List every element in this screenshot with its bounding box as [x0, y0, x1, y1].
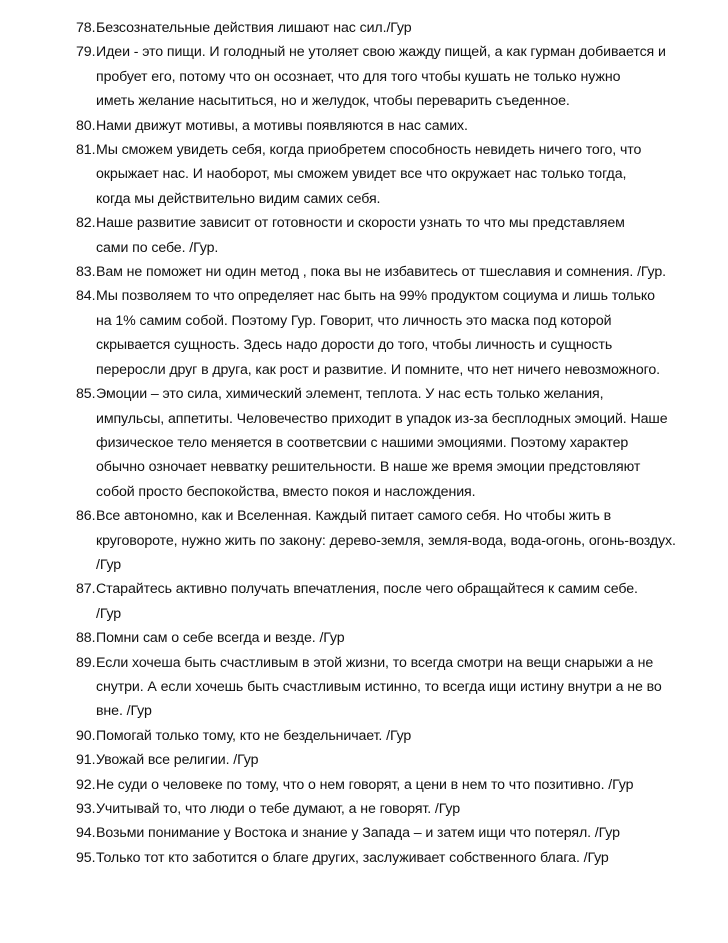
item-text — [96, 846, 708, 870]
list-item — [76, 626, 708, 650]
item-text-line: Помни сам о себе всегда и везде. /Гур — [96, 630, 345, 647]
item-text-line: на 1% самим собой. Поэтому Гур. Говорит, что личность это маска под которой — [96, 312, 612, 329]
list-item — [76, 651, 708, 724]
item-text-line: Помогай только тому, кто не бездельничает. /Гур — [96, 727, 412, 744]
item-text-line: Наше развитие зависит от готовности и скорости узнать то что мы представляем — [96, 215, 625, 232]
item-text-line: обычно озночает невватку решительности. В наше же время эмоции предстовляют — [96, 459, 641, 476]
item-text-line: собой просто беспокойства, вместо покоя и наслождения. — [96, 483, 476, 500]
list-item — [76, 797, 708, 821]
item-text — [96, 651, 708, 724]
item-text — [96, 821, 708, 845]
item-text — [96, 211, 708, 260]
item-number: 93. — [76, 801, 96, 817]
item-text-line: снутри. А если хочешь быть счастливым истинно, то всегда ищи истину внутри а не во — [96, 678, 662, 695]
item-number: 92. — [76, 776, 96, 793]
item-number: 91. — [76, 752, 96, 769]
item-number: 95. — [76, 849, 96, 866]
item-number: 81. — [76, 142, 96, 159]
item-text-line: Все автономно, как и Вселенная. Каждый питает самого себя. Но чтобы жить в — [96, 508, 612, 525]
item-text-line: когда мы действительно видим самих себя. — [96, 190, 381, 207]
item-text-line: физическое тело меняется в соответсвии с нашими эмоциями. Поэтому характер — [96, 434, 629, 451]
item-text — [96, 138, 708, 211]
list-item — [76, 138, 708, 211]
item-text-line: окрыжает нас. И наоборот, мы сможем увидет все что окружает нас только тогда, — [96, 166, 627, 183]
item-number: 80. — [76, 117, 96, 134]
list-item — [76, 724, 708, 748]
list-item — [76, 382, 708, 504]
item-number: 79. — [76, 44, 96, 61]
item-text — [96, 382, 708, 504]
item-number: 84. — [76, 288, 96, 305]
item-text-line: Если хочеша быть счастливым в этой жизни, то всегда смотри на вещи снарыжи а не — [96, 654, 654, 671]
item-text-line: Безсознательные действия лишают нас сил./Гур — [96, 20, 412, 36]
item-text-line: Только тот кто заботится о благе других, заслуживает собственного блага. /Гур — [96, 849, 609, 866]
item-number: 86. — [76, 508, 96, 525]
item-text-line: круговороте, нужно жить по закону: дерево-земля, земля-вода, вода-огонь, огонь-воздух. — [96, 532, 676, 549]
item-text-line: Вам не поможет ни один метод , пока вы не избавитесь от тшеславия и сомнения. /Гур. — [96, 264, 667, 281]
item-text-line: Учитывай то, что люди о тебе думают, а не говорят. /Гур — [96, 801, 461, 817]
item-text-line: Старайтесь активно получать впечатления, после чего обращайтеся к самим себе. — [96, 581, 638, 598]
item-text — [96, 284, 708, 382]
numbered-list — [76, 16, 708, 870]
list-item — [76, 114, 708, 138]
item-text — [96, 16, 708, 40]
list-item — [76, 577, 708, 626]
item-number: 78. — [76, 20, 96, 36]
item-text — [96, 40, 708, 113]
item-text-line: скрывается сущность. Здесь надо дорости до того, чтобы личность и сущность — [96, 337, 613, 354]
item-text-line: Возьми понимание у Востока и знание у Запада – и затем ищи что потерял. /Гур — [96, 825, 620, 842]
list-item — [76, 16, 708, 40]
list-item — [76, 260, 708, 284]
item-text-line: Нами движут мотивы, а мотивы появляются в нас самих. — [96, 117, 468, 134]
item-text-line: Увожай все религии. /Гур — [96, 752, 259, 769]
list-item — [76, 846, 708, 870]
item-text-line: Не суди о человеке по тому, что о нем говорят, а цени в нем то что позитивно. /Гур — [96, 776, 634, 793]
list-item — [76, 211, 708, 260]
item-number: 83. — [76, 264, 96, 281]
item-text — [96, 504, 708, 577]
list-item — [76, 773, 708, 797]
item-text-line: вне. /Гур — [96, 703, 152, 720]
list-item — [76, 40, 708, 113]
item-text — [96, 260, 708, 284]
item-text-line: переросли друг в друга, как рост и развитие. И помните, что нет ничего невозможного. — [96, 361, 661, 378]
item-text — [96, 748, 708, 772]
item-text — [96, 724, 708, 748]
item-number: 85. — [76, 386, 96, 403]
item-text-line: /Гур — [96, 605, 122, 622]
item-text — [96, 797, 708, 821]
list-item — [76, 504, 708, 577]
item-text — [96, 114, 708, 138]
list-item — [76, 748, 708, 772]
item-text — [96, 626, 708, 650]
item-text-line: иметь желание насытиться, но и желудок, чтобы переварить съеденное. — [96, 93, 570, 110]
item-text-line: Эмоции – это сила, химический элемент, теплота. У нас есть только желания, — [96, 386, 604, 403]
item-text-line: Идеи - это пищи. И голодный не утоляет свою жажду пищей, а как гурман добивается и — [96, 44, 666, 61]
item-text — [96, 577, 708, 626]
list-item — [76, 821, 708, 845]
item-text-line: импульсы, аппетиты. Человечество приходит в упадок из-за бесплодных эмоций. Наше — [96, 410, 668, 427]
list-item — [76, 284, 708, 382]
item-text-line: /Гур — [96, 556, 122, 573]
item-number: 88. — [76, 630, 96, 647]
item-text-line: пробует его, потому что он осознает, что для того чтобы кушать не только нужно — [96, 68, 621, 85]
item-text-line: сами по себе. /Гур. — [96, 239, 219, 256]
item-number: 90. — [76, 727, 96, 744]
item-number: 82. — [76, 215, 96, 232]
item-text-line: Мы сможем увидеть себя, когда приобретем способность невидеть ничего того, что — [96, 142, 642, 159]
item-text-line: Мы позволяем то что определяет нас быть на 99% продуктом социума и лишь только — [96, 288, 655, 305]
item-number: 87. — [76, 581, 96, 598]
item-number: 94. — [76, 825, 96, 842]
item-text — [96, 773, 708, 797]
item-number: 89. — [76, 654, 96, 671]
